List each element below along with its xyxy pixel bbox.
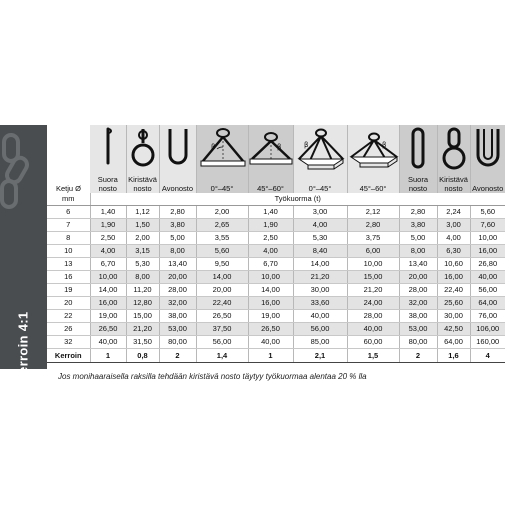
load-value: 5,60 <box>196 245 248 258</box>
table-row <box>47 232 505 245</box>
side-title: Varmuuskerroin 4:1 <box>15 311 31 439</box>
load-value: 85,00 <box>293 336 347 349</box>
chain-label-cell <box>47 125 90 193</box>
endless-choke-icon <box>440 127 468 171</box>
load-value: 8,00 <box>399 245 437 258</box>
load-label: Työkuorma (t) <box>90 193 505 206</box>
col-header-direct-2: Suora nosto <box>399 125 437 193</box>
load-value: 28,00 <box>159 284 196 297</box>
load-value: 2,65 <box>196 219 248 232</box>
load-value: 80,00 <box>159 336 196 349</box>
load-value: 40,00 <box>293 310 347 323</box>
load-value: 16,00 <box>470 245 505 258</box>
col-header-4leg-60: β 45°–60° <box>347 125 399 193</box>
load-value: 40,00 <box>248 336 293 349</box>
load-value: 9,50 <box>196 258 248 271</box>
load-value: 2,00 <box>196 206 248 219</box>
two-leg-sling-wide-icon <box>249 127 294 171</box>
load-value: 13,40 <box>159 258 196 271</box>
table-row <box>47 219 505 232</box>
load-value: 10,00 <box>90 271 126 284</box>
load-value: 8,00 <box>126 271 159 284</box>
chain-diameter: 32 <box>47 336 90 349</box>
load-value: 1,40 <box>248 206 293 219</box>
chain-diameter: 8 <box>47 232 90 245</box>
load-value: 2,24 <box>437 206 470 219</box>
load-value: 1,90 <box>90 219 126 232</box>
load-value: 20,00 <box>399 271 437 284</box>
load-value: 31,50 <box>126 336 159 349</box>
load-value: 2,80 <box>347 219 399 232</box>
factor-row: Kerroin 1 0,8 2 1,4 1 2,1 1,5 2 1,6 4 <box>47 349 505 363</box>
load-value: 53,00 <box>159 323 196 336</box>
load-value: 15,00 <box>126 310 159 323</box>
chain-diameter: 10 <box>47 245 90 258</box>
load-value: 4,00 <box>248 245 293 258</box>
load-value: 16,00 <box>248 297 293 310</box>
load-value: 4,00 <box>437 232 470 245</box>
load-value: 3,00 <box>293 206 347 219</box>
svg-text:β: β <box>381 141 386 149</box>
svg-text:β: β <box>303 141 308 149</box>
table-row <box>47 206 505 219</box>
col-header-basket: Avonosto <box>159 125 196 193</box>
load-value: 64,00 <box>470 297 505 310</box>
load-value: 3,80 <box>399 219 437 232</box>
svg-text:β: β <box>276 143 281 151</box>
load-value: 30,00 <box>293 284 347 297</box>
load-value: 22,40 <box>196 297 248 310</box>
chain-diameter: 19 <box>47 284 90 297</box>
chain-diameter: 16 <box>47 271 90 284</box>
load-value: 26,50 <box>196 310 248 323</box>
four-leg-sling-wide-icon <box>348 127 400 173</box>
load-value: 6,30 <box>437 245 470 258</box>
load-value: 22,40 <box>437 284 470 297</box>
load-value: 80,00 <box>399 336 437 349</box>
chain-diameter: 26 <box>47 323 90 336</box>
load-value: 10,60 <box>437 258 470 271</box>
load-value: 26,80 <box>470 258 505 271</box>
load-value: 1,40 <box>90 206 126 219</box>
chain-label: Ketju Ø <box>55 184 81 193</box>
load-value: 16,00 <box>437 271 470 284</box>
load-value: 6,70 <box>248 258 293 271</box>
table-row <box>47 310 505 323</box>
load-value: 40,00 <box>470 271 505 284</box>
load-value: 14,00 <box>196 271 248 284</box>
endless-basket-icon <box>473 127 503 169</box>
col-header-4leg-45: β 0°–45° <box>293 125 347 193</box>
load-value: 21,20 <box>347 284 399 297</box>
straight-lift-icon <box>101 127 115 167</box>
load-value: 5,60 <box>470 206 505 219</box>
load-value: 1,12 <box>126 206 159 219</box>
load-value: 10,00 <box>347 258 399 271</box>
load-value: 10,00 <box>470 232 505 245</box>
load-value: 3,80 <box>159 219 196 232</box>
table-row <box>47 297 505 310</box>
load-value: 8,40 <box>293 245 347 258</box>
load-value: 2,50 <box>248 232 293 245</box>
load-value: 28,00 <box>399 284 437 297</box>
load-value: 2,12 <box>347 206 399 219</box>
load-value: 26,50 <box>248 323 293 336</box>
load-value: 3,75 <box>347 232 399 245</box>
footnote: Jos monihaaraisella raksilla tehdään kiristävä nosto täytyy työkuormaa alentaa 20 % lla <box>58 372 367 381</box>
load-value: 2,00 <box>126 232 159 245</box>
chain-diameter: 20 <box>47 297 90 310</box>
load-value: 32,00 <box>159 297 196 310</box>
load-value: 3,55 <box>196 232 248 245</box>
load-value: 2,50 <box>90 232 126 245</box>
table-row <box>47 258 505 271</box>
load-value: 20,00 <box>159 271 196 284</box>
load-value: 14,00 <box>293 258 347 271</box>
load-value: 60,00 <box>347 336 399 349</box>
table-row <box>47 323 505 336</box>
load-value: 42,50 <box>437 323 470 336</box>
load-value: 5,30 <box>126 258 159 271</box>
load-value: 15,00 <box>347 271 399 284</box>
two-leg-sling-icon <box>197 127 249 171</box>
basket-lift-icon <box>165 127 191 167</box>
load-value: 32,00 <box>399 297 437 310</box>
chain-diameter: 22 <box>47 310 90 323</box>
load-value: 64,00 <box>437 336 470 349</box>
load-value: 5,30 <box>293 232 347 245</box>
load-table <box>47 125 505 363</box>
load-value: 40,00 <box>347 323 399 336</box>
load-value: 3,00 <box>437 219 470 232</box>
load-value: 21,20 <box>126 323 159 336</box>
load-value: 3,15 <box>126 245 159 258</box>
col-header-2leg-60: β 45°–60° <box>248 125 293 193</box>
chain-diameter: 7 <box>47 219 90 232</box>
load-value: 37,50 <box>196 323 248 336</box>
unit-label: mm <box>47 193 90 206</box>
load-value: 38,00 <box>399 310 437 323</box>
load-value: 2,80 <box>399 206 437 219</box>
load-value: 19,00 <box>248 310 293 323</box>
load-value: 16,00 <box>90 297 126 310</box>
sidebar-panel <box>0 125 47 439</box>
load-value: 25,60 <box>437 297 470 310</box>
load-value: 106,00 <box>470 323 505 336</box>
load-value: 21,20 <box>293 271 347 284</box>
load-value: 24,00 <box>347 297 399 310</box>
load-value: 160,00 <box>470 336 505 349</box>
col-header-basket-2: Avonosto <box>470 125 505 193</box>
load-value: 6,00 <box>347 245 399 258</box>
load-value: 4,00 <box>90 245 126 258</box>
load-value: 56,00 <box>470 284 505 297</box>
load-value: 19,00 <box>90 310 126 323</box>
beta-symbol: β <box>210 143 215 151</box>
col-header-direct: Suora nosto <box>90 125 126 193</box>
load-value: 1,90 <box>248 219 293 232</box>
load-value: 38,00 <box>159 310 196 323</box>
load-value: 5,00 <box>399 232 437 245</box>
load-value: 2,80 <box>159 206 196 219</box>
chain-diameter: 6 <box>47 206 90 219</box>
load-value: 14,00 <box>90 284 126 297</box>
load-value: 33,60 <box>293 297 347 310</box>
load-value: 20,00 <box>196 284 248 297</box>
load-value: 30,00 <box>437 310 470 323</box>
load-value: 10,00 <box>248 271 293 284</box>
chain-diameter: 13 <box>47 258 90 271</box>
load-value: 14,00 <box>248 284 293 297</box>
factor-label: Kerroin <box>47 349 90 363</box>
load-value: 26,50 <box>90 323 126 336</box>
col-header-choke: Kiristävä nosto <box>126 125 159 193</box>
choke-lift-icon <box>131 127 155 169</box>
table-row <box>47 336 505 349</box>
endless-straight-icon <box>408 127 428 169</box>
table-row <box>47 245 505 258</box>
table-row <box>47 284 505 297</box>
load-value: 5,00 <box>159 232 196 245</box>
table-row <box>47 271 505 284</box>
load-value: 12,80 <box>126 297 159 310</box>
load-value: 6,70 <box>90 258 126 271</box>
load-value: 28,00 <box>347 310 399 323</box>
load-value: 56,00 <box>196 336 248 349</box>
load-value: 53,00 <box>399 323 437 336</box>
load-value: 11,20 <box>126 284 159 297</box>
table-body <box>47 206 505 349</box>
four-leg-sling-icon <box>294 127 348 173</box>
load-value: 8,00 <box>159 245 196 258</box>
load-value: 4,00 <box>293 219 347 232</box>
col-header-2leg-45: β 0°–45° <box>196 125 248 193</box>
load-value: 13,40 <box>399 258 437 271</box>
col-header-choke-2: Kiristävä nosto <box>437 125 470 193</box>
load-value: 7,60 <box>470 219 505 232</box>
load-value: 1,50 <box>126 219 159 232</box>
load-value: 76,00 <box>470 310 505 323</box>
load-value: 56,00 <box>293 323 347 336</box>
load-value: 40,00 <box>90 336 126 349</box>
